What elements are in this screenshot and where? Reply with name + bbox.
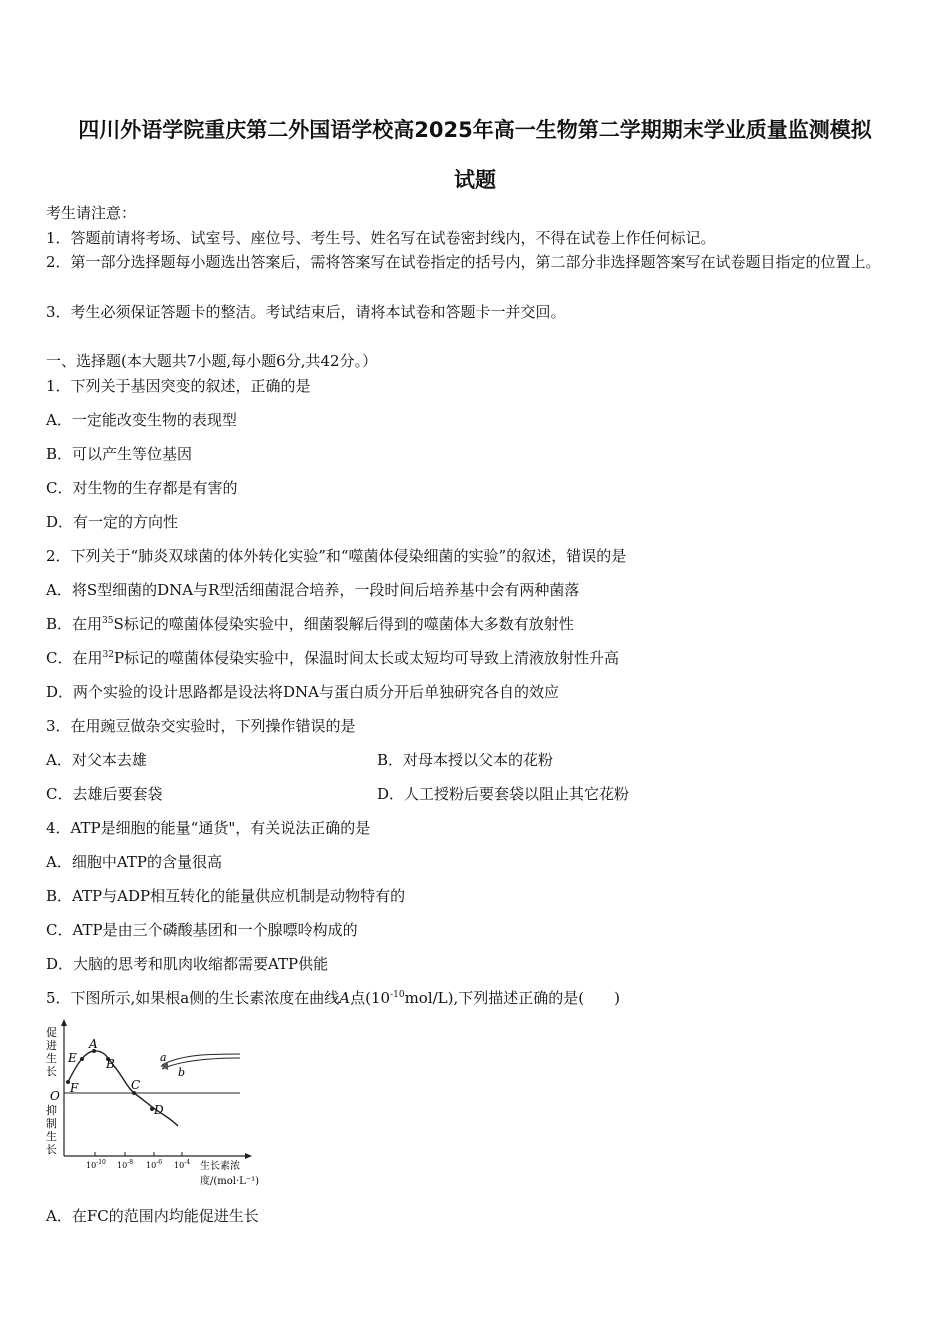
q4-option-c: C．ATP是由三个磷酸基团和一个腺嘌呤构成的 (46, 921, 358, 939)
label-d: D (154, 1103, 164, 1117)
q5-stem (46, 988, 906, 1008)
q2-stem: 2．下列关于“肺炎双球菌的体外转化实验”和“噬菌体侵染细菌的实验”的叙述，错误的是 (46, 547, 627, 565)
x-tick-3-base: 10 (146, 1161, 157, 1170)
y-axis-arrow (61, 1019, 67, 1026)
y-label-char: 生 (46, 1130, 57, 1143)
q3-stem: 3．在用豌豆做杂交实验时，下列操作错误的是 (46, 717, 356, 735)
x-tick-3-exp: -6 (156, 1159, 163, 1166)
x-tick-label-3 (146, 1159, 162, 1170)
q1-option-b: B．可以产生等位基因 (46, 445, 193, 463)
q4-stem: 4．ATP是细胞的能量“通货"，有关说法正确的是 (46, 819, 371, 837)
x-tick-label-2 (117, 1159, 133, 1170)
q2-option-c (46, 648, 906, 668)
point-e (80, 1057, 84, 1061)
y-label-char: 制 (46, 1117, 57, 1130)
x-tick-2-exp: -8 (127, 1159, 134, 1166)
q5-option-a: A．在FC的范围内均能促进生长 (46, 1207, 259, 1225)
auxin-curve-figure (42, 1016, 282, 1191)
page-title-line2: 试题 (454, 168, 496, 192)
q5-stem-mid: 点(10 (350, 989, 391, 1007)
x-tick-label-4 (174, 1159, 190, 1170)
q1-option-a: A．一定能改变生物的表现型 (46, 411, 237, 429)
x-axis-arrow (245, 1153, 252, 1159)
notice-heading: 考生请注意： (46, 204, 137, 222)
q2-b-isotope: 35 (102, 616, 114, 626)
x-tick-label-1 (86, 1159, 106, 1170)
root-label-b: b (178, 1066, 186, 1079)
root-label-a: a (160, 1051, 167, 1064)
q2-option-b (46, 614, 906, 634)
q2-c-post: P标记的噬菌体侵染实验中，保温时间太长或太短均可导致上清液放射性升高 (113, 649, 620, 667)
q5-stem-exponent: -10 (390, 990, 405, 1000)
x-tick-4-base: 10 (174, 1161, 185, 1170)
y-label-inhibit (46, 1103, 57, 1156)
q1-option-d: D．有一定的方向性 (46, 513, 179, 531)
q3-option-a: A．对父本去雄 (46, 751, 147, 769)
label-a: A (89, 1037, 98, 1051)
q5-stem-pre: 5．下图所示,如果根a侧的生长素浓度在曲线 (46, 989, 340, 1007)
q2-c-isotope: 32 (102, 650, 114, 660)
notice-item-2: 2．第一部分选择题每小题选出答案后，需将答案写在试卷指定的括号内，第二部分非选择题答案写在试卷题目指定的位置上。 (46, 253, 881, 271)
x-axis-label-2: 度/(mol·L⁻¹) (200, 1176, 259, 1187)
x-tick-2-base: 10 (117, 1161, 128, 1170)
x-tick-1-exp: -10 (96, 1159, 106, 1166)
section-heading: 一、选择题(本大题共7小题,每小题6分,共42分。） (46, 352, 378, 370)
q3-option-d: D．人工授粉后要套袋以阻止其它花粉 (377, 785, 630, 803)
q4-option-b: B．ATP与ADP相互转化的能量供应机制是动物特有的 (46, 887, 406, 905)
q2-option-d: D．两个实验的设计思路都是设法将DNA与蛋白质分开后单独研究各自的效应 (46, 683, 560, 701)
q4-option-d: D．大脑的思考和肌肉收缩都需要ATP供能 (46, 955, 329, 973)
q2-c-pre: C．在用 (46, 649, 103, 667)
x-axis-label-1: 生长素浓 (200, 1161, 240, 1172)
q1-option-c: C．对生物的生存都是有害的 (46, 479, 238, 497)
q4-option-a: A．细胞中ATP的含量很高 (46, 853, 222, 871)
y-label-char: 生 (46, 1052, 57, 1065)
x-tick-4-exp: -4 (184, 1159, 191, 1166)
label-e: E (68, 1051, 77, 1065)
q2-option-a: A．将S型细菌的DNA与R型活细菌混合培养，一段时间后培养基中会有两种菌落 (46, 581, 580, 599)
q5-point-a: A (339, 989, 351, 1007)
notice-item-1: 1．答题前请将考场、试室号、座位号、考生号、姓名写在试卷密封线内，不得在试卷上作任何标记。 (46, 229, 716, 247)
y-label-char: 长 (46, 1065, 57, 1078)
q3-option-b: B．对母本授以父本的花粉 (377, 751, 554, 769)
label-f: F (70, 1081, 79, 1095)
label-b: B (106, 1057, 115, 1071)
q1-stem: 1．下列关于基因突变的叙述，正确的是 (46, 377, 311, 395)
q5-stem-post: mol/L),下列描述正确的是( ) (404, 989, 620, 1007)
y-label-char: 抑 (46, 1104, 57, 1117)
y-label-char: 促 (46, 1026, 57, 1039)
page-title: 四川外语学院重庆第二外国语学校高2025年高一生物第二学期期末学业质量监测模拟 (78, 118, 872, 142)
origin-label: O (50, 1089, 60, 1103)
q3-option-c: C．去雄后要套袋 (46, 785, 163, 803)
y-label-char: 进 (46, 1039, 57, 1052)
notice-item-3: 3．考生必须保证答题卡的整洁。考试结束后，请将本试卷和答题卡一并交回。 (46, 303, 566, 321)
x-tick-1-base: 10 (86, 1161, 97, 1170)
y-label-promote (46, 1026, 57, 1078)
label-c: C (131, 1078, 141, 1092)
y-label-char: 长 (46, 1143, 57, 1156)
q2-b-post: S标记的噬菌体侵染实验中，细菌裂解后得到的噬菌体大多数有放射性 (113, 615, 574, 633)
q2-b-pre: B．在用 (46, 615, 103, 633)
